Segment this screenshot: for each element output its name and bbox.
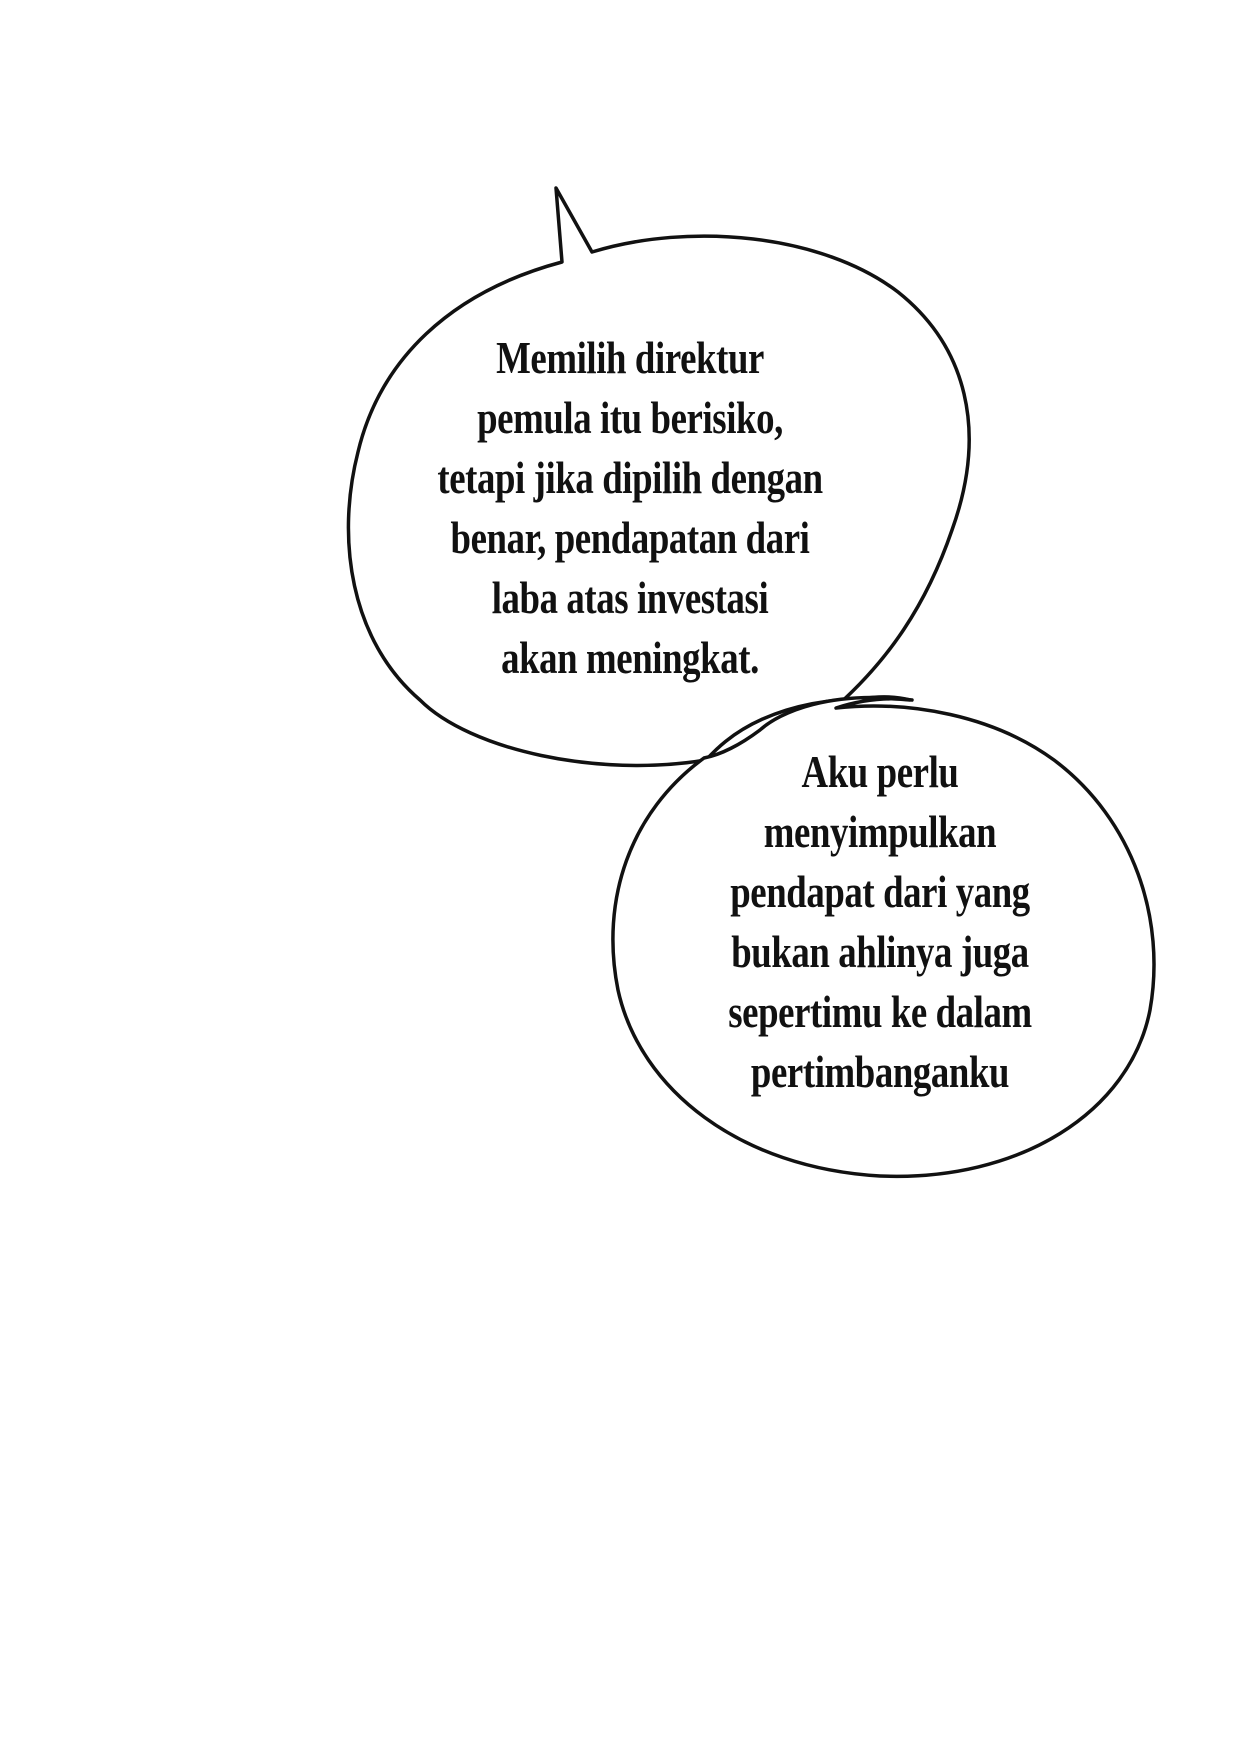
bubble-1-line-2: pemula itu berisiko,	[477, 392, 783, 443]
speech-bubble-1-text	[390, 328, 870, 688]
bubble-2-line-2: menyimpulkan	[763, 806, 997, 857]
bubble-2-line-3: pendapat dari yang	[730, 866, 1030, 917]
bubble-1-line-6: akan meningkat.	[501, 632, 759, 683]
bubble-2-line-6: pertimbanganku	[750, 1046, 1010, 1097]
bubble-1-line-4: benar, pendapatan dari	[450, 512, 810, 563]
bubble-1-line-3: tetapi jika dipilih dengan	[437, 452, 823, 503]
bubble-2-line-5: sepertimu ke dalam	[728, 986, 1032, 1037]
bubble-1-line-1: Memilih direktur	[496, 332, 764, 383]
bubble-2-line-4: bukan ahlinya juga	[731, 926, 1029, 977]
bubble-2-line-1: Aku perlu	[801, 746, 959, 797]
bubble-1-line-5: laba atas investasi	[491, 572, 769, 623]
speech-bubble-2-text	[664, 742, 1096, 1102]
